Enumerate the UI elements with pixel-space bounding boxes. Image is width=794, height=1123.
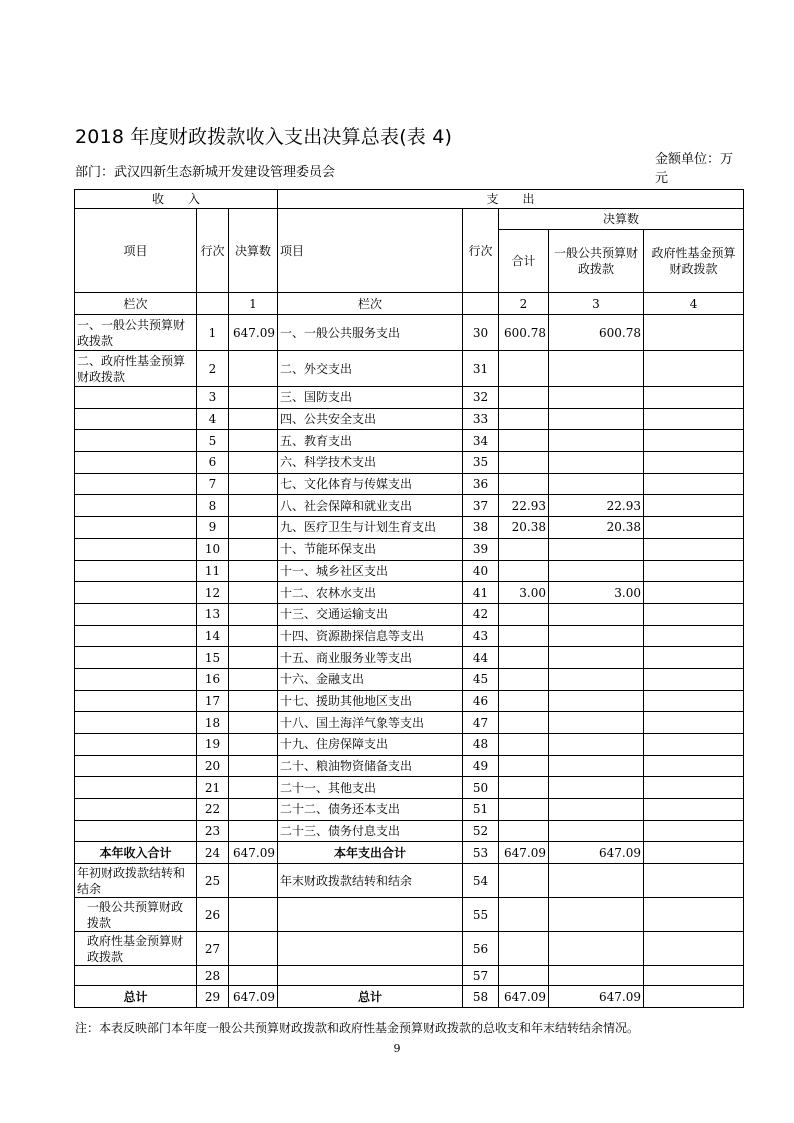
income-rowno-cell: 17 [197,690,229,712]
expense-item-cell: 二十一、其他支出 [278,777,463,799]
income-amount-cell [229,387,278,409]
income-item-cell [75,966,197,986]
expense-rowno-cell: 41 [463,582,499,604]
fund-cell [644,517,744,539]
income-item-cell [75,647,197,669]
fund-cell [644,966,744,986]
income-rowno-cell: 6 [197,452,229,474]
general-cell: 22.93 [549,495,644,517]
general-cell [549,473,644,495]
col-number: 2 [499,293,549,315]
table-row [75,408,744,430]
expense-item-cell [278,898,463,932]
total-cell [499,473,549,495]
income-amount-cell [229,495,278,517]
fund-cell [644,495,744,517]
income-item-cell [75,777,197,799]
income-amount-cell [229,799,278,821]
expense-rowno-cell: 35 [463,452,499,474]
col-number: 3 [549,293,644,315]
fund-cell [644,898,744,932]
income-item-cell [75,668,197,690]
income-rowno-header: 行次 [197,209,229,293]
income-rowno-cell: 28 [197,966,229,986]
table-row [75,712,744,734]
carryover-row [75,966,744,986]
expense-rowno-cell: 30 [463,315,499,351]
expense-rowno-cell: 43 [463,625,499,647]
table-row [75,430,744,452]
fund-cell [644,538,744,560]
expense-item-cell: 十三、交通运输支出 [278,603,463,625]
income-amount-cell [229,625,278,647]
col-number: 1 [229,293,278,315]
general-budget-header: 一般公共预算财政拨款 [549,230,644,293]
fund-cell [644,799,744,821]
income-item-cell [75,625,197,647]
expense-rowno-cell: 34 [463,430,499,452]
expense-item-cell: 二、外交支出 [278,351,463,387]
expense-rowno-cell: 33 [463,408,499,430]
income-amount-cell [229,351,278,387]
expense-rowno-cell: 44 [463,647,499,669]
income-rowno-cell: 1 [197,315,229,351]
expense-item-cell: 六、科学技术支出 [278,452,463,474]
income-amount-cell [229,473,278,495]
total-cell [499,452,549,474]
general-cell [549,668,644,690]
income-amount-cell [229,517,278,539]
general-cell [549,966,644,986]
fund-cell [644,712,744,734]
fund-cell [644,986,744,1008]
total-cell [499,408,549,430]
fund-cell [644,820,744,842]
income-item-cell [75,538,197,560]
income-rowno-cell: 25 [197,864,229,898]
total-cell [499,647,549,669]
income-item-cell [75,820,197,842]
table-row [75,603,744,625]
general-cell [549,932,644,966]
income-item-cell: 年初财政拨款结转和结余 [75,864,197,898]
expense-item-cell: 二十、粮油物资储备支出 [278,755,463,777]
income-total-row [75,842,744,864]
income-rowno-cell: 11 [197,560,229,582]
income-item-cell [75,582,197,604]
income-item-cell: 一般公共预算财政拨款 [75,898,197,932]
expense-item-cell [278,932,463,966]
income-item-cell [75,517,197,539]
fund-cell [644,864,744,898]
col-label: 栏次 [278,293,463,315]
carryover-row [75,864,744,898]
expense-rowno-cell: 46 [463,690,499,712]
income-rowno-cell: 27 [197,932,229,966]
income-item-cell [75,799,197,821]
expense-rowno-cell: 48 [463,734,499,756]
fund-cell [644,430,744,452]
expense-rowno-cell: 50 [463,777,499,799]
general-cell [549,864,644,898]
expense-item-cell: 二十三、债务付息支出 [278,820,463,842]
total-cell [499,603,549,625]
income-rowno-cell: 4 [197,408,229,430]
general-cell [549,603,644,625]
table-row [75,690,744,712]
income-amount-cell: 647.09 [229,986,278,1008]
expense-item-cell: 十一、城乡社区支出 [278,560,463,582]
table-row [75,647,744,669]
expense-total-label: 总计 [278,986,463,1008]
income-amount-cell: 647.09 [229,842,278,864]
income-item-cell [75,560,197,582]
general-cell [549,430,644,452]
general-cell [549,777,644,799]
fund-cell [644,473,744,495]
income-rowno-cell: 5 [197,430,229,452]
col-number: 4 [644,293,744,315]
income-amount-cell [229,452,278,474]
income-item-cell [75,387,197,409]
general-cell [549,820,644,842]
income-amount-cell [229,864,278,898]
income-amount-header: 决算数 [229,209,278,293]
income-amount-cell [229,538,278,560]
unit-label: 金额单位：万元 [655,152,734,186]
expense-item-cell: 十四、资源勘探信息等支出 [278,625,463,647]
expense-item-cell: 十五、商业服务业等支出 [278,647,463,669]
expense-item-cell [278,966,463,986]
income-rowno-cell: 22 [197,799,229,821]
table-row [75,538,744,560]
total-header: 合计 [499,230,549,293]
income-amount-cell: 647.09 [229,315,278,351]
expense-rowno-cell: 56 [463,932,499,966]
income-rowno-cell: 7 [197,473,229,495]
fund-cell [644,734,744,756]
income-rowno-cell: 29 [197,986,229,1008]
general-cell: 3.00 [549,582,644,604]
expense-item-cell: 十二、农林水支出 [278,582,463,604]
expense-total-label: 本年支出合计 [278,842,463,864]
expense-header: 支 出 [278,190,744,209]
expense-rowno-cell: 53 [463,842,499,864]
total-cell [499,777,549,799]
expense-item-cell: 七、文化体育与传媒支出 [278,473,463,495]
expense-rowno-cell: 51 [463,799,499,821]
general-cell: 647.09 [549,986,644,1008]
table-row [75,582,744,604]
expense-rowno-cell: 38 [463,517,499,539]
table-row [75,625,744,647]
total-cell: 3.00 [499,582,549,604]
expense-item-cell: 五、教育支出 [278,430,463,452]
fund-cell [644,777,744,799]
department-label: 部门：武汉四新生态新城开发建设管理委员会 [75,165,336,180]
fund-cell [644,647,744,669]
expense-rowno-cell: 40 [463,560,499,582]
empty-cell [197,293,229,315]
fund-cell [644,842,744,864]
expense-item-cell: 十九、住房保障支出 [278,734,463,756]
income-item-cell [75,495,197,517]
general-cell [549,690,644,712]
income-amount-cell [229,582,278,604]
income-amount-cell [229,777,278,799]
income-item-cell: 二、政府性基金预算财政拨款 [75,351,197,387]
table-row [75,777,744,799]
expense-rowno-cell: 37 [463,495,499,517]
income-rowno-cell: 3 [197,387,229,409]
table-row [75,668,744,690]
general-cell: 647.09 [549,842,644,864]
income-rowno-cell: 20 [197,755,229,777]
total-cell [499,560,549,582]
income-rowno-cell: 9 [197,517,229,539]
total-cell [499,966,549,986]
general-cell [549,755,644,777]
expense-rowno-cell: 47 [463,712,499,734]
carryover-row [75,932,744,966]
income-amount-cell [229,430,278,452]
expense-rowno-cell: 36 [463,473,499,495]
total-cell: 647.09 [499,842,549,864]
table-row [75,517,744,539]
col-label: 栏次 [75,293,197,315]
income-item-cell [75,473,197,495]
finance-summary-table [74,189,744,1008]
income-item-cell [75,690,197,712]
general-cell [549,712,644,734]
income-amount-cell [229,932,278,966]
general-cell: 20.38 [549,517,644,539]
total-cell [499,625,549,647]
expense-rowno-cell: 57 [463,966,499,986]
income-rowno-cell: 26 [197,898,229,932]
expense-rowno-cell: 55 [463,898,499,932]
income-item-cell [75,603,197,625]
income-total-label: 本年收入合计 [75,842,197,864]
income-item-cell [75,755,197,777]
fund-cell [644,560,744,582]
total-cell [499,430,549,452]
income-header: 收 入 [75,190,278,209]
income-item-cell: 政府性基金预算财政拨款 [75,932,197,966]
table-row [75,734,744,756]
grand-total-row [75,986,744,1008]
expense-item-cell: 十八、国土海洋气象等支出 [278,712,463,734]
table-row [75,755,744,777]
fund-budget-header: 政府性基金预算财政拨款 [644,230,744,293]
income-amount-cell [229,603,278,625]
income-rowno-cell: 24 [197,842,229,864]
total-cell [499,898,549,932]
income-rowno-cell: 12 [197,582,229,604]
income-rowno-cell: 19 [197,734,229,756]
income-amount-cell [229,408,278,430]
total-cell [499,932,549,966]
general-cell [549,408,644,430]
income-amount-cell [229,712,278,734]
income-item-cell: 一、一般公共预算财政拨款 [75,315,197,351]
income-rowno-cell: 8 [197,495,229,517]
expense-rowno-cell: 31 [463,351,499,387]
income-rowno-cell: 16 [197,668,229,690]
general-cell: 600.78 [549,315,644,351]
total-cell [499,864,549,898]
table-row [75,799,744,821]
total-cell [499,668,549,690]
expense-rowno-cell: 32 [463,387,499,409]
fund-cell [644,315,744,351]
expense-item-cell: 年末财政拨款结转和结余 [278,864,463,898]
general-cell [549,560,644,582]
empty-cell [463,293,499,315]
table-row [75,315,744,351]
total-cell: 20.38 [499,517,549,539]
income-amount-cell [229,966,278,986]
total-cell [499,387,549,409]
income-rowno-cell: 14 [197,625,229,647]
table-row [75,387,744,409]
page-number: 9 [393,1042,401,1055]
expense-item-header: 项目 [278,209,463,293]
income-item-cell [75,430,197,452]
expense-item-cell: 四、公共安全支出 [278,408,463,430]
income-amount-cell [229,647,278,669]
income-item-cell [75,408,197,430]
general-cell [549,647,644,669]
expense-item-cell: 九、医疗卫生与计划生育支出 [278,517,463,539]
general-cell [549,734,644,756]
expense-item-cell: 二十二、债务还本支出 [278,799,463,821]
table-row [75,452,744,474]
fund-cell [644,690,744,712]
fund-cell [644,452,744,474]
income-rowno-cell: 21 [197,777,229,799]
fund-cell [644,668,744,690]
expense-rowno-cell: 49 [463,755,499,777]
income-amount-cell [229,560,278,582]
income-amount-cell [229,755,278,777]
general-cell [549,387,644,409]
expense-item-cell: 十六、金融支出 [278,668,463,690]
income-rowno-cell: 18 [197,712,229,734]
carryover-row [75,898,744,932]
income-item-cell [75,734,197,756]
income-item-header: 项目 [75,209,197,293]
total-cell [499,734,549,756]
income-amount-cell [229,734,278,756]
fund-cell [644,408,744,430]
expense-item-cell: 三、国防支出 [278,387,463,409]
income-rowno-cell: 2 [197,351,229,387]
expense-rowno-cell: 39 [463,538,499,560]
table-row [75,473,744,495]
income-rowno-cell: 15 [197,647,229,669]
fund-cell [644,932,744,966]
table-row [75,820,744,842]
table-row [75,560,744,582]
table-row [75,351,744,387]
expense-item-cell: 一、一般公共服务支出 [278,315,463,351]
general-cell [549,452,644,474]
expense-rowno-cell: 52 [463,820,499,842]
income-rowno-cell: 10 [197,538,229,560]
general-cell [549,898,644,932]
general-cell [549,538,644,560]
income-amount-cell [229,820,278,842]
income-item-cell [75,712,197,734]
total-cell [499,351,549,387]
expense-rowno-cell: 54 [463,864,499,898]
income-amount-cell [229,690,278,712]
fund-cell [644,625,744,647]
page-title: 2018 年度财政拨款收入支出决算总表(表 4) [75,126,453,148]
total-cell [499,799,549,821]
fund-cell [644,755,744,777]
expense-rowno-header: 行次 [463,209,499,293]
expense-rowno-cell: 58 [463,986,499,1008]
expense-item-cell: 八、社会保障和就业支出 [278,495,463,517]
fund-cell [644,351,744,387]
total-cell [499,820,549,842]
income-rowno-cell: 23 [197,820,229,842]
expense-item-cell: 十七、援助其他地区支出 [278,690,463,712]
fund-cell [644,582,744,604]
fund-cell [644,387,744,409]
general-cell [549,351,644,387]
income-total-label: 总计 [75,986,197,1008]
total-cell [499,712,549,734]
income-item-cell [75,452,197,474]
general-cell [549,625,644,647]
income-rowno-cell: 13 [197,603,229,625]
expense-rowno-cell: 42 [463,603,499,625]
total-cell: 600.78 [499,315,549,351]
total-cell: 22.93 [499,495,549,517]
income-amount-cell [229,898,278,932]
expense-rowno-cell: 45 [463,668,499,690]
final-amount-header: 决算数 [499,209,744,230]
expense-item-cell: 十、节能环保支出 [278,538,463,560]
total-cell [499,690,549,712]
general-cell [549,799,644,821]
table-row [75,495,744,517]
total-cell: 647.09 [499,986,549,1008]
footnote: 注：本表反映部门本年度一般公共预算财政拨款和政府性基金预算财政拨款的总收支和年末结转结余情况。 [75,1021,640,1035]
total-cell [499,755,549,777]
income-amount-cell [229,668,278,690]
fund-cell [644,603,744,625]
total-cell [499,538,549,560]
